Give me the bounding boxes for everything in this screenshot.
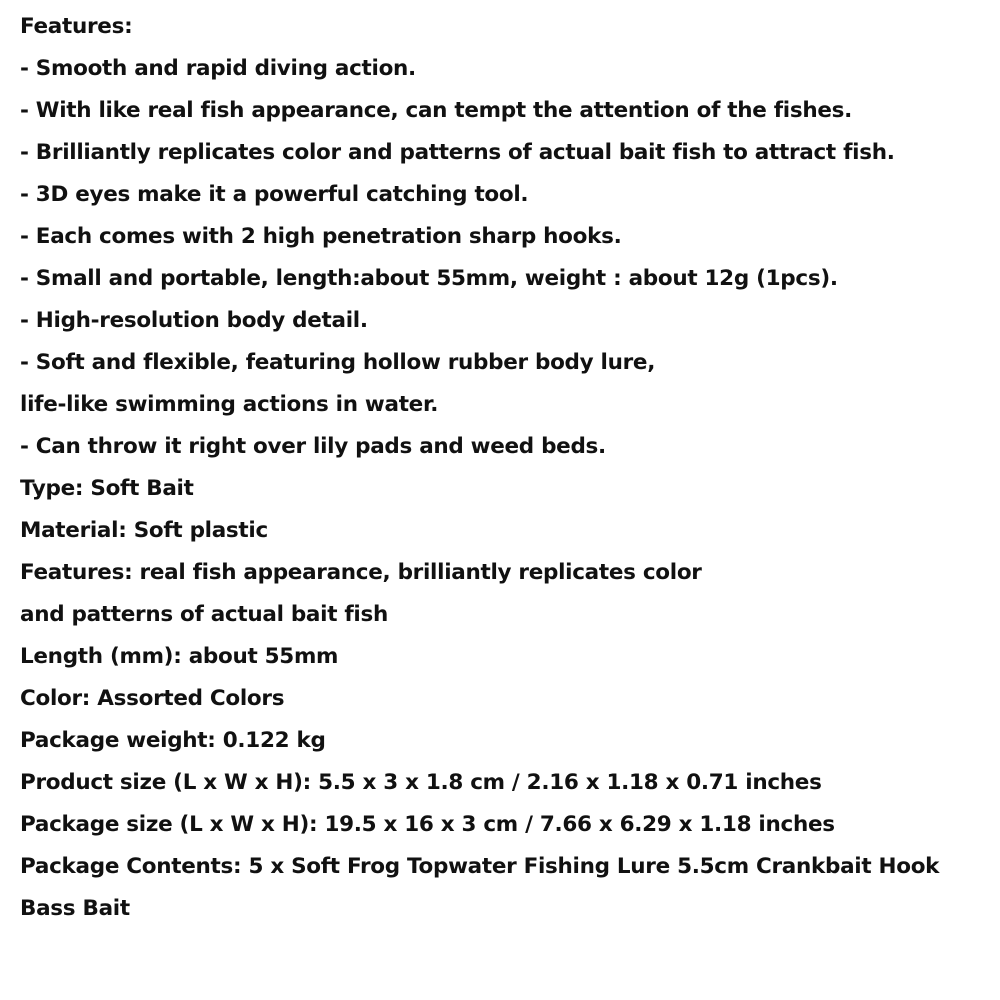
spec-package-contents: Package Contents: 5 x Soft Frog Topwater Fishing Lure 5.5cm Crankbait Hook (20, 854, 940, 879)
spec-package-weight: Package weight: 0.122 kg (20, 728, 326, 753)
spec-color: Color: Assorted Colors (20, 686, 285, 711)
feature-item-continuation: life-like swimming actions in water. (20, 392, 439, 417)
spec-material: Material: Soft plastic (20, 518, 268, 543)
feature-item: - Soft and flexible, featuring hollow rubber body lure, (20, 350, 656, 375)
features-heading: Features: (20, 14, 133, 39)
feature-item: - High-resolution body detail. (20, 308, 368, 333)
spec-features-continuation: and patterns of actual bait fish (20, 602, 388, 627)
spec-features: Features: real fish appearance, brilliantly replicates color (20, 560, 702, 585)
feature-item: - Can throw it right over lily pads and weed beds. (20, 434, 606, 459)
spec-length: Length (mm): about 55mm (20, 644, 339, 669)
feature-item: - Small and portable, length:about 55mm, weight : about 12g (1pcs). (20, 266, 838, 291)
feature-item: - Brilliantly replicates color and patterns of actual bait fish to attract fish. (20, 140, 895, 165)
feature-item: - 3D eyes make it a powerful catching tool. (20, 182, 529, 207)
feature-item: - Smooth and rapid diving action. (20, 56, 416, 81)
spec-package-size: Package size (L x W x H): 19.5 x 16 x 3 cm / 7.66 x 6.29 x 1.18 inches (20, 812, 835, 837)
spec-product-size: Product size (L x W x H): 5.5 x 3 x 1.8 cm / 2.16 x 1.18 x 0.71 inches (20, 770, 822, 795)
spec-type: Type: Soft Bait (20, 476, 194, 501)
feature-item: - With like real fish appearance, can tempt the attention of the fishes. (20, 98, 853, 123)
product-description (20, 6, 990, 930)
spec-package-contents-continuation: Bass Bait (20, 896, 130, 921)
feature-item: - Each comes with 2 high penetration sharp hooks. (20, 224, 622, 249)
